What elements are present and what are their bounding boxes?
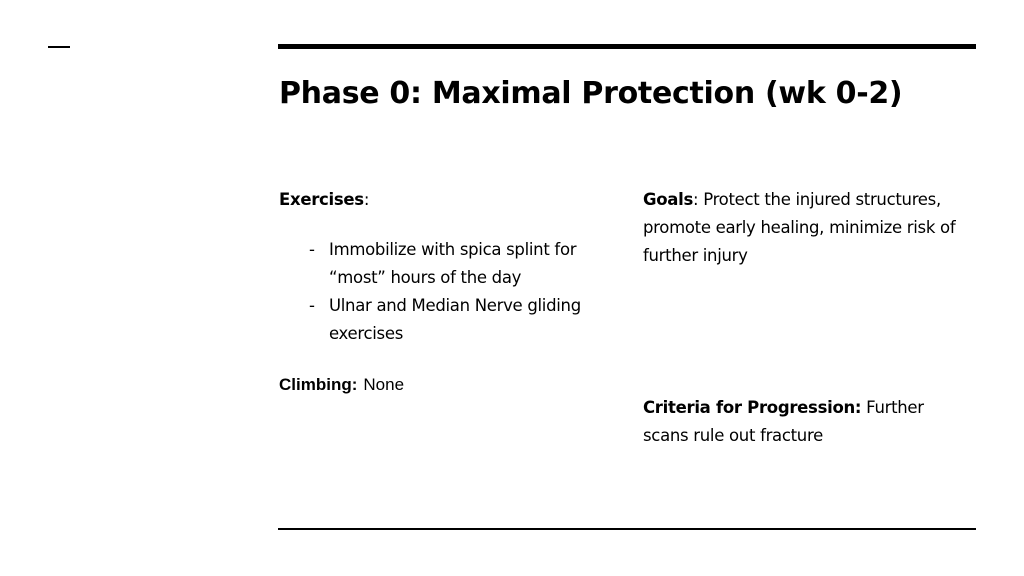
slide-title: Phase 0: Maximal Protection (wk 0-2): [279, 76, 903, 111]
criteria-text: Further scans rule out fracture: [643, 398, 924, 445]
exercise-item-text: Ulnar and Median Nerve gliding exercises: [329, 296, 581, 343]
exercises-section: [279, 186, 609, 348]
climbing-value: None: [363, 375, 405, 394]
exercises-label: Exercises: [279, 190, 364, 209]
exercise-item-text: Immobilize with spica splint for “most” hours of the day: [329, 240, 577, 287]
goals-label: Goals: [643, 190, 693, 209]
exercises-heading: [279, 186, 609, 214]
bottom-rule: [278, 528, 976, 530]
bullet-marker: -: [309, 240, 315, 259]
climbing-section: [279, 371, 404, 399]
corner-dash-decoration: [48, 46, 70, 48]
goals-paragraph: [643, 186, 973, 270]
exercises-colon: :: [363, 190, 370, 209]
top-rule: [278, 44, 976, 49]
exercise-item: [279, 236, 609, 292]
criteria-section: [643, 394, 973, 450]
goals-text: : Protect the injured structures, promote early healing, minimize risk of further injury: [643, 190, 956, 265]
goals-section: [643, 186, 973, 270]
exercises-list: [279, 236, 609, 348]
exercise-item: [279, 292, 609, 348]
climbing-label: Climbing:: [279, 375, 358, 394]
criteria-label: Criteria for Progression:: [643, 398, 862, 417]
bullet-marker: -: [309, 296, 315, 315]
